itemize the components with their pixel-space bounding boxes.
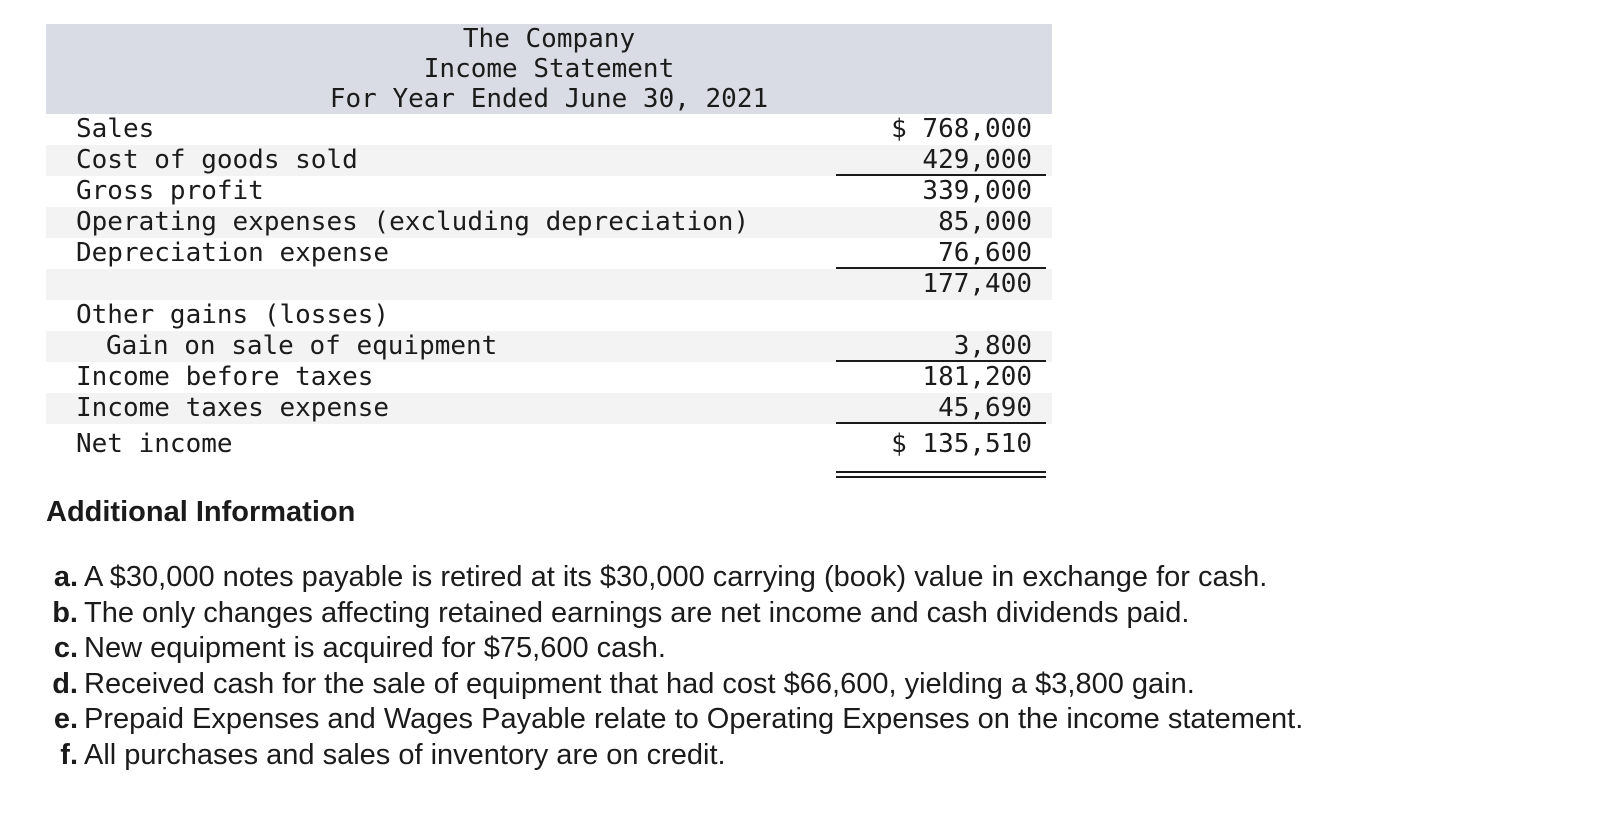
row-amount: 45,690 [938, 393, 1032, 423]
item-text: Prepaid Expenses and Wages Payable relate to Operating Expenses on the income statement. [84, 703, 1304, 735]
item-text: The only changes affecting retained earnings are net income and cash dividends paid. [84, 596, 1190, 629]
list-item [46, 560, 1303, 596]
row-amount: 76,600 [938, 238, 1032, 268]
row-gain-on-sale [46, 331, 1052, 362]
statement-header [46, 24, 1052, 114]
row-amount: 429,000 [922, 145, 1032, 175]
item-letter: c. [53, 632, 78, 664]
item-text: A $30,000 notes payable is retired at its $30,000 carrying (book) value in exchange for cash. [84, 561, 1268, 593]
row-amount: $ 768,000 [891, 114, 1032, 144]
row-label: Operating expenses (excluding depreciation) [76, 207, 750, 237]
item-text: Received cash for the sale of equipment that had cost $66,600, yielding a $3,800 gain. [84, 667, 1195, 700]
row-net-income [46, 424, 1052, 464]
additional-info-heading: Additional Information [46, 496, 356, 528]
row-amount: $ 135,510 [891, 429, 1032, 459]
row-gross-profit [46, 176, 1052, 207]
income-statement [46, 24, 1052, 464]
additional-info-list [46, 560, 1303, 773]
item-text: New equipment is acquired for $75,600 cash. [84, 632, 666, 664]
row-amount: 339,000 [922, 176, 1032, 206]
row-depreciation [46, 238, 1052, 269]
company-name: The Company [462, 24, 636, 54]
item-letter: f. [60, 738, 78, 771]
row-amount: 3,800 [953, 331, 1032, 361]
row-label: Gain on sale of equipment [106, 331, 498, 361]
row-other-gains [46, 300, 1052, 331]
list-item [46, 702, 1303, 738]
row-amount: 177,400 [922, 269, 1032, 299]
row-label: Depreciation expense [76, 238, 390, 268]
row-operating-expenses [46, 207, 1052, 238]
row-label: Other gains (losses) [76, 300, 390, 330]
row-label: Income before taxes [76, 362, 374, 392]
row-income-taxes [46, 393, 1052, 424]
statement-period: For Year Ended June 30, 2021 [329, 84, 769, 114]
list-item [46, 596, 1303, 632]
item-letter: a. [53, 561, 78, 593]
row-cogs [46, 145, 1052, 176]
item-letter: e. [53, 703, 78, 735]
row-income-before-taxes [46, 362, 1052, 393]
row-sales [46, 114, 1052, 145]
statement-title: Income Statement [423, 54, 675, 84]
total-double-rule [836, 471, 1046, 478]
row-label: Gross profit [76, 176, 264, 206]
item-text: All purchases and sales of inventory are on credit. [84, 738, 726, 771]
row-amount: 85,000 [938, 207, 1032, 237]
list-item [46, 667, 1303, 703]
row-amount: 181,200 [922, 362, 1032, 392]
list-item [46, 631, 1303, 667]
list-item [46, 738, 1303, 774]
row-label: Income taxes expense [76, 393, 390, 423]
row-subtotal [46, 269, 1052, 300]
row-label: Cost of goods sold [76, 145, 358, 175]
row-label: Sales [76, 114, 155, 144]
row-label: Net income [76, 429, 233, 459]
item-letter: b. [52, 596, 78, 629]
item-letter: d. [52, 667, 78, 700]
